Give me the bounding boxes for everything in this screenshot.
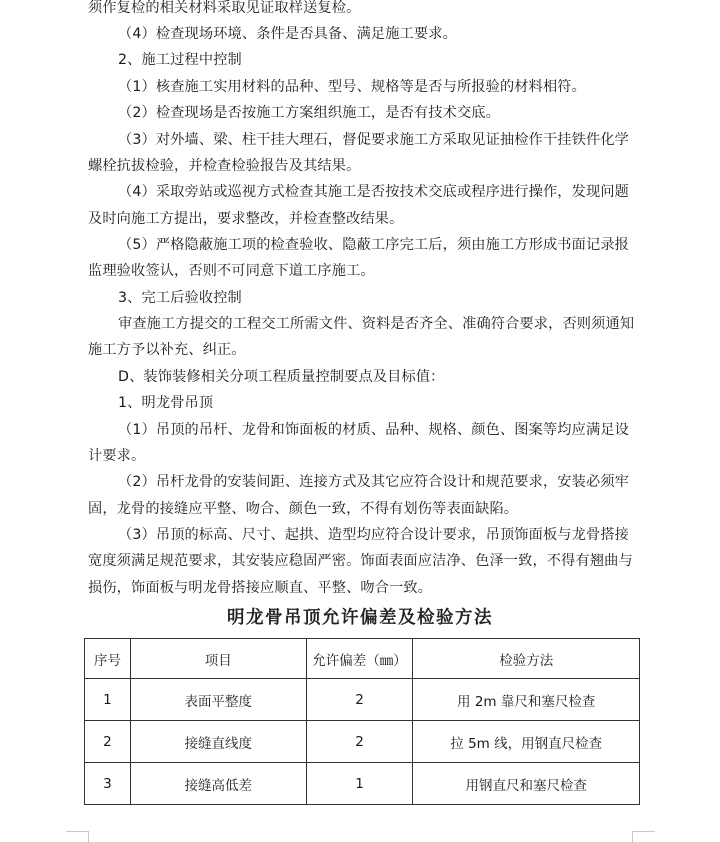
paragraph-line: 须作复检的相关材料采取见证取样送复检。 bbox=[88, 0, 361, 16]
cell-method: 用 2m 靠尺和塞尺检查 bbox=[413, 679, 640, 721]
paragraph-line: 宽度须满足规范要求，其安装应稳固严密。饰面表面应洁净、色泽一致，不得有翘曲与 bbox=[88, 553, 633, 569]
table-row bbox=[85, 679, 640, 721]
paragraph-line: 损伤，饰面板与明龙骨搭接应顺直、平整、吻合一致。 bbox=[88, 580, 433, 596]
paragraph-line: （1）核查施工实用材料的品种、型号、规格等是否与所报验的材料相符。 bbox=[118, 79, 586, 95]
cell-item: 接缝直线度 bbox=[130, 721, 306, 763]
cell-tolerance: 2 bbox=[306, 721, 413, 763]
cell-item: 表面平整度 bbox=[130, 679, 306, 721]
table-row bbox=[85, 721, 640, 763]
paragraph-line: 及时向施工方提出，要求整改，并检查整改结果。 bbox=[88, 211, 404, 227]
cell-tolerance: 1 bbox=[306, 763, 413, 805]
header-method: 检验方法 bbox=[413, 639, 640, 679]
table-title: 明龙骨吊顶允许偏差及检验方法 bbox=[227, 608, 493, 628]
section-heading: 2、施工过程中控制 bbox=[118, 52, 242, 68]
cell-method: 用钢直尺和塞尺检查 bbox=[413, 763, 640, 805]
paragraph-line: 计要求。 bbox=[88, 448, 146, 464]
header-item: 项目 bbox=[130, 639, 306, 679]
paragraph-line: 螺栓抗拔检验，并检查检验报告及其结果。 bbox=[88, 158, 361, 174]
cell-tolerance: 2 bbox=[306, 679, 413, 721]
paragraph-line: （5）严格隐蔽施工项的检查验收、隐蔽工序完工后，须由施工方形成书面记录报 bbox=[118, 237, 629, 253]
cell-index: 3 bbox=[85, 763, 131, 805]
paragraph-line: （2）吊杆龙骨的安装间距、连接方式及其它应符合设计和规范要求，安装必须牢 bbox=[118, 474, 629, 490]
paragraph-line: （4）检查现场环境、条件是否具备、满足施工要求。 bbox=[118, 26, 457, 42]
table-header-row bbox=[85, 639, 640, 679]
paragraph-line: 监理验收签认，否则不可同意下道工序施工。 bbox=[88, 263, 375, 279]
section-heading: D、装饰装修相关分项工程质量控制要点及目标值： bbox=[118, 369, 445, 385]
paragraph-line: （4）采取旁站或巡视方式检查其施工是否按技术交底或程序进行操作，发现问题 bbox=[118, 184, 629, 200]
paragraph-line: （3）对外墙、梁、柱干挂大理石，督促要求施工方采取见证抽检作干挂铁件化学 bbox=[118, 132, 629, 148]
section-heading: 1、明龙骨吊顶 bbox=[118, 395, 214, 411]
margin-marker-right bbox=[632, 831, 655, 842]
tolerance-table bbox=[84, 638, 640, 805]
cell-method: 拉 5m 线，用钢直尺检查 bbox=[413, 721, 640, 763]
cell-index: 2 bbox=[85, 721, 131, 763]
paragraph-line: 固，龙骨的接缝应平整、吻合、颜色一致，不得有划伤等表面缺陷。 bbox=[88, 501, 519, 517]
section-heading: 3、完工后验收控制 bbox=[118, 290, 242, 306]
paragraph-line: （1）吊顶的吊杆、龙骨和饰面板的材质、品种、规格、颜色、图案等均应满足设 bbox=[118, 422, 629, 438]
cell-item: 接缝高低差 bbox=[130, 763, 306, 805]
paragraph-line: （3）吊顶的标高、尺寸、起拱、造型均应符合设计要求，吊顶饰面板与龙骨搭接 bbox=[118, 527, 629, 543]
paragraph-line: （2）检查现场是否按施工方案组织施工，是否有技术交底。 bbox=[118, 105, 500, 121]
margin-marker-left bbox=[66, 831, 89, 842]
table-row bbox=[85, 763, 640, 805]
paragraph-line: 施工方予以补充、纠正。 bbox=[88, 342, 246, 358]
paragraph-line: 审查施工方提交的工程交工所需文件、资料是否齐全、准确符合要求，否则须通知 bbox=[118, 316, 635, 332]
header-index: 序号 bbox=[85, 639, 131, 679]
header-tolerance: 允许偏差（㎜） bbox=[306, 639, 413, 679]
cell-index: 1 bbox=[85, 679, 131, 721]
